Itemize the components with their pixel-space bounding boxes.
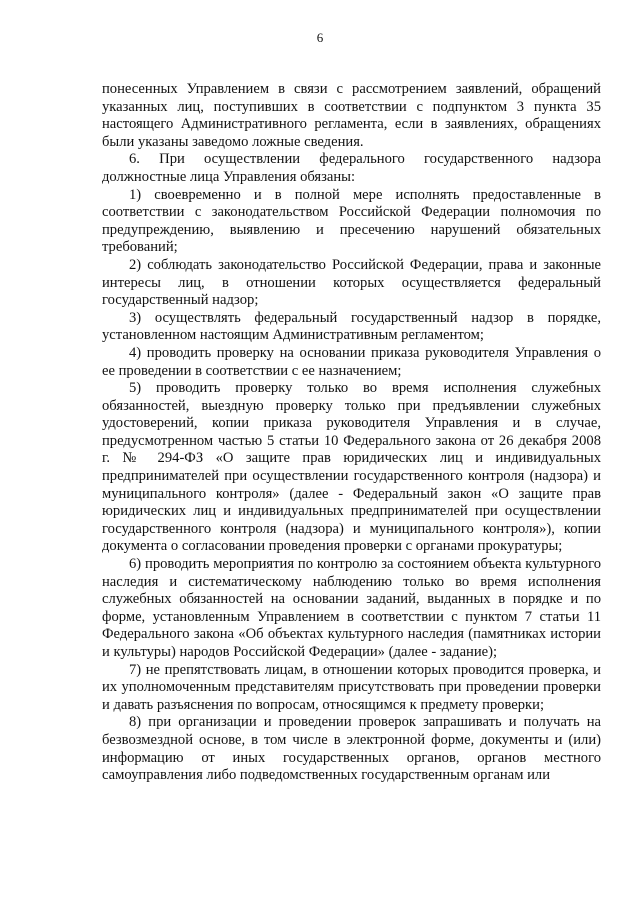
page-number: 6 bbox=[316, 30, 324, 45]
list-item-2: 2) соблюдать законодательство Российской Федерации, права и законные интересы лиц, в отношении которых осуществляется федеральный государственный надзор; bbox=[102, 256, 601, 309]
list-item-8: 8) при организации и проведении проверок запрашивать и получать на безвозмездной основе, в том числе в электронной форме, документы и (или) информацию от иных государственных органов, органов местного самоуправления либо подведомственных государственным органам или bbox=[102, 714, 601, 784]
list-item-3: 3) осуществлять федеральный государственный надзор в порядке, установленном настоящим Административным регламентом; bbox=[102, 309, 601, 344]
list-item-4: 4) проводить проверку на основании приказа руководителя Управления о ее проведении в соответствии с ее назначением; bbox=[102, 344, 601, 379]
document-body bbox=[102, 81, 601, 785]
paragraph-section-6: 6. При осуществлении федерального государственного надзора должностные лица Управления обязаны: bbox=[102, 151, 601, 185]
list-item-5: 5) проводить проверку только во время исполнения служебных обязанностей, выездную проверку только при предъявлении служебных удостоверений, копии приказа руководителя Управления и в случае, предусмотренном частью 5 статьи 10 Федерального закона от 26 декабря 2008 г. № 294-ФЗ «О защите прав юридических лиц и индивидуальных предпринимателей при осуществлении государственного контроля (надзора) и муниципального контроля» (далее - Федеральный закон «О защите прав юридических лиц и индивидуальных предпринимателей при осуществлении государственного контроля (надзора) и муниципального контроля»), копии документа о согласовании проведения проверки с органами прокуратуры; bbox=[102, 380, 601, 555]
paragraph-continuation: понесенных Управлением в связи с рассмотрением заявлений, обращений указанных лиц, поступивших в соответствии с подпунктом 3 пункта 35 настоящего Административного регламента, если в заявлениях, обращениях были указаны заведомо ложные сведения. bbox=[102, 81, 601, 150]
list-item-6: 6) проводить мероприятия по контролю за состоянием объекта культурного наследия и систематическому наблюдению только во время исполнения служебных обязанностей на основании заданий, выданных в порядке и по форме, установленным Управлением в соответствии с пунктом 7 статьи 11 Федерального закона «Об объектах культурного наследия (памятниках истории и культуры) народов Российской Федерации» (далее - задание); bbox=[102, 556, 601, 660]
list-item-1: 1) своевременно и в полной мере исполнять предоставленные в соответствии с законодательством Российской Федерации полномочия по предупреждению, выявлению и пресечению нарушений обязательных требований; bbox=[102, 186, 601, 256]
list-item-7: 7) не препятствовать лицам, в отношении которых проводится проверка, и их уполномоченным представителям присутствовать при проведении проверки и давать разъяснения по вопросам, относящимся к предмету проверки; bbox=[102, 661, 601, 713]
